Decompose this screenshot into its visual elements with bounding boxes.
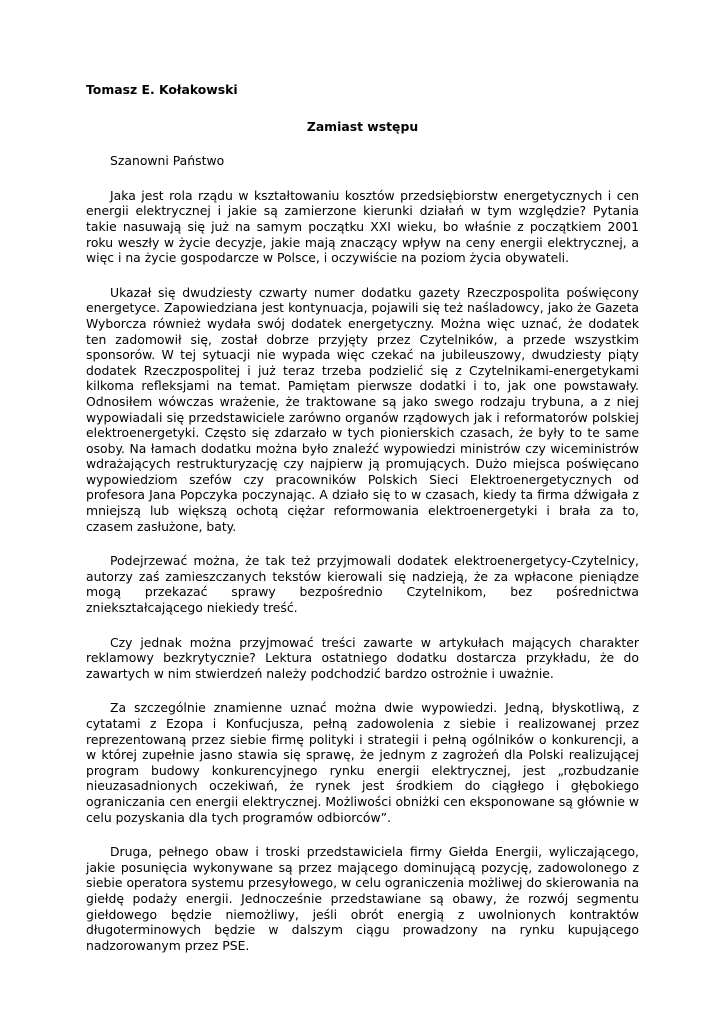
document-page bbox=[86, 82, 639, 953]
paragraph-2: Ukazał się dwudziesty czwarty numer dodatku gazety Rzeczpospolita poświęcony energetyce. Zapowiedziana jest kontynuacja, pojawili się też naśladowcy, jako że Gazeta Wyborcza również wydała swój dodatek energetyczny. Można więc uznać, że dodatek ten zadomowił się, został dobrze przyjęty przez Czytelników, a przede wszystkim sponsorów. W tej sytuacji nie wypada więc czekać na jubileuszowy, dwudziesty piąty dodatek Rzeczpospolitej i już teraz trzeba podzielić się z Czytelnikami-energetykami kilkoma refleksjami na temat. Pamiętam pierwsze dodatki i to, jak one powstawały. Odnosiłem wówczas wrażenie, że traktowane są jako swego rodzaju trybuna, a z niej wypowiadali się przedstawiciele zarówno organów rządowych jak i reformatorów polskiej elektroenergetyki. Często się zdarzało w tych pionierskich czasach, że były to te same osoby. Na łamach dodatku można było znaleźć wypowiedzi ministrów czy wiceministrów wdrażających restrukturyzację czy najpierw ją promujących. Dużo miejsca poświęcano wypowiedziom szefów czy pracowników Polskich Sieci Elektroenergetycznych od profesora Jana Popczyka poczynając. A działo się to w czasach, kiedy ta firma dźwigała z mniejszą lub większą ochotą ciężar reformowania elektroenergetyki i brała za to, czasem zasłużone, baty. bbox=[86, 284, 639, 534]
author-name: Tomasz E. Kołakowski bbox=[86, 82, 238, 97]
paragraph-1: Jaka jest rola rządu w kształtowaniu kosztów przedsiębiorstw energetycznych i cen energii elektrycznej i jakie są zamierzone kierunki działań w tym względzie? Pytania takie nasuwają się już na samym początku XXI wieku, bo właśnie z początkiem 2001 roku weszły w życie decyzje, jakie mają znaczący wpływ na ceny energii elektrycznej, a więc i na życie gospodarcze w Polsce, i oczywiście na poziom życia obywateli. bbox=[86, 187, 639, 266]
paragraph-4: Czy jednak można przyjmować treści zawarte w artykułach mających charakter reklamowy bezkrytycznie? Lektura ostatniego dodatku dostarcza przykładu, że do zawartych w nim stwierdzeń należy podchodzić bardzo ostrożnie i uważnie. bbox=[86, 634, 639, 681]
paragraph-6: Druga, pełnego obaw i troski przedstawiciela firmy Giełda Energii, wyliczającego, jakie posunięcia wykonywane są przez mającego dominującą pozycję, zadowolonego z siebie operatora systemu przesyłowego, w celu ograniczenia możliwej do skierowania na giełdę podaży energii. Jednocześnie przedstawiane są obawy, że rozwój segmentu giełdowego będzie niemożliwy, jeśli obrót energią z uwolnionych kontraktów długoterminowych będzie w dalszym ciągu prowadzony na rynku kupującego nadzorowanym przez PSE. bbox=[86, 844, 639, 953]
salutation: Szanowni Państwo bbox=[110, 153, 225, 169]
page-title: Zamiast wstępu bbox=[306, 118, 419, 134]
paragraph-5: Za szczególnie znamienne uznać można dwie wypowiedzi. Jedną, błyskotliwą, z cytatami z Ezopa i Konfucjusza, pełną zadowolenia z siebie i realizowanej przez reprezentowaną przez siebie firmę polityki i strategii i pełną ogólników o konkurencji, a w której zupełnie jasno stawia się sprawę, że jednym z zagrożeń dla Polski realizującej program budowy konkurencyjnego rynku energii elektrycznej, jest „rozbudzanie nieuzasadnionych oczekiwań, że rynek jest środkiem do ciągłego i głębokiego ograniczania cen energii elektrycznej. Możliwości obniżki cen eksponowane są głównie w celu pozyskania dla tych programów odbiorców”. bbox=[86, 700, 639, 825]
paragraph-3: Podejrzewać można, że tak też przyjmowali dodatek elektroenergetycy-Czytelnicy, autorzy zaś zamieszczanych tekstów kierowali się nadzieją, że za wpłacone pieniądze mogą przekazać sprawy bezpośrednio Czytelnikom, bez pośrednictwa zniekształcającego niekiedy treść. bbox=[86, 553, 639, 616]
